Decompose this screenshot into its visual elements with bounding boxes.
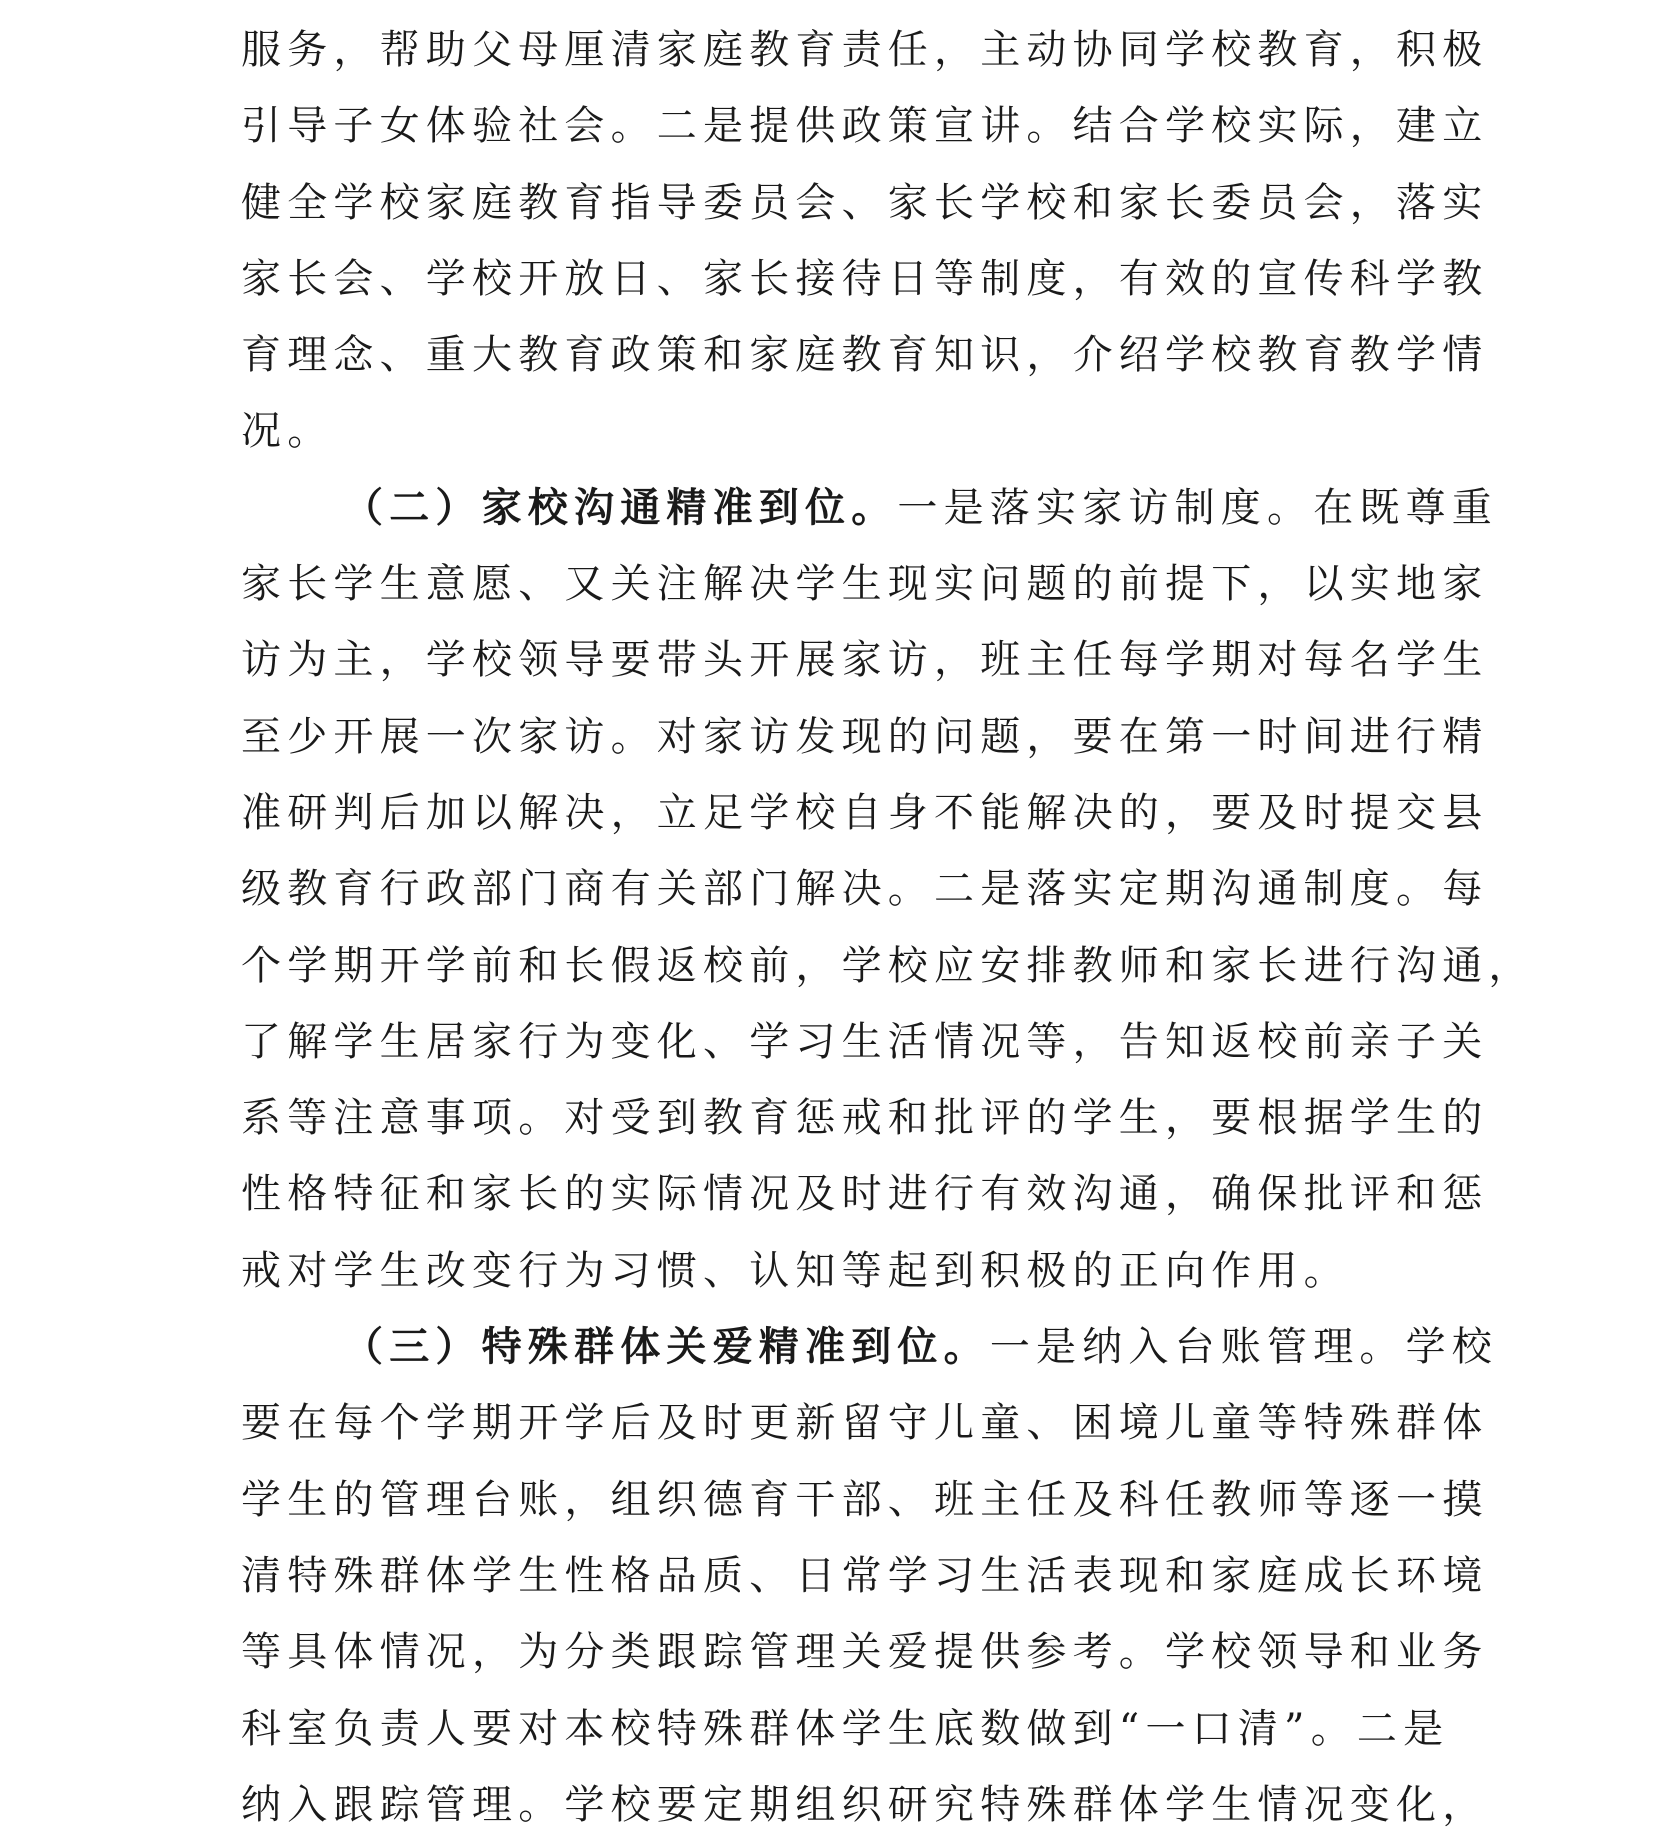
text-line: 访为主，学校领导要带头开展家访，班主任每学期对每名学生 — [241, 637, 1489, 684]
text-line: 戒对学生改变行为习惯、认知等起到积极的正向作用。 — [241, 1247, 1350, 1294]
text-line: 服务，帮助父母厘清家庭教育责任，主动协同学校教育，积极 — [241, 27, 1489, 73]
section-heading-2: （二）家校沟通精准到位。 — [343, 483, 898, 531]
text-line: 要在每个学期开学后及时更新留守儿童、困境儿童等特殊群体 — [241, 1400, 1489, 1447]
text-line: 家长会、学校开放日、家长接待日等制度，有效的宣传科学教 — [241, 255, 1489, 302]
section-text: 一是纳入台账管理。学校 — [989, 1324, 1499, 1371]
text-line: 学生的管理台账，组织德育干部、班主任及科任教师等逐一摸 — [241, 1476, 1489, 1523]
text-line: 健全学校家庭教育指导委员会、家长学校和家长委员会，落实 — [241, 179, 1489, 226]
text-line: 等具体情况，为分类跟踪管理关爱提供参考。学校领导和业务 — [241, 1629, 1489, 1676]
section-text: 一是落实家访制度。在既尊重 — [897, 484, 1499, 531]
text-line: 个学期开学前和长假返校前，学校应安排教师和家长进行沟通， — [241, 942, 1535, 989]
text-line: 纳入跟踪管理。学校要定期组织研究特殊群体学生情况变化， — [241, 1781, 1489, 1828]
text-line: 家长学生意愿、又关注解决学生现实问题的前提下，以实地家 — [241, 561, 1489, 608]
text-line: 引导子女体验社会。二是提供政策宣讲。结合学校实际，建立 — [241, 103, 1489, 150]
text-line: 育理念、重大教育政策和家庭教育知识，介绍学校教育教学情 — [241, 332, 1489, 379]
section-heading-3: （三）特殊群体关爱精准到位。 — [343, 1323, 990, 1371]
text-line: 准研判后加以解决，立足学校自身不能解决的，要及时提交县 — [241, 789, 1489, 836]
text-line: 至少开展一次家访。对家访发现的问题，要在第一时间进行精 — [241, 713, 1489, 760]
section-heading-line — [241, 1309, 1499, 1385]
text-line: 级教育行政部门商有关部门解决。二是落实定期沟通制度。每 — [241, 866, 1489, 913]
section-heading-line — [241, 470, 1499, 546]
text-line: 了解学生居家行为变化、学习生活情况等，告知返校前亲子关 — [241, 1018, 1489, 1065]
text-line: 系等注意事项。对受到教育惩戒和批评的学生，要根据学生的 — [241, 1095, 1489, 1142]
text-line: 清特殊群体学生性格品质、日常学习生活表现和家庭成长环境 — [241, 1552, 1489, 1599]
text-line: 性格特征和家长的实际情况及时进行有效沟通，确保批评和惩 — [241, 1171, 1489, 1218]
text-line: 况。 — [241, 408, 334, 455]
body-text — [241, 12, 1535, 1843]
text-line: 科室负责人要对本校特殊群体学生底数做到“一口清”。二是 — [241, 1705, 1450, 1752]
